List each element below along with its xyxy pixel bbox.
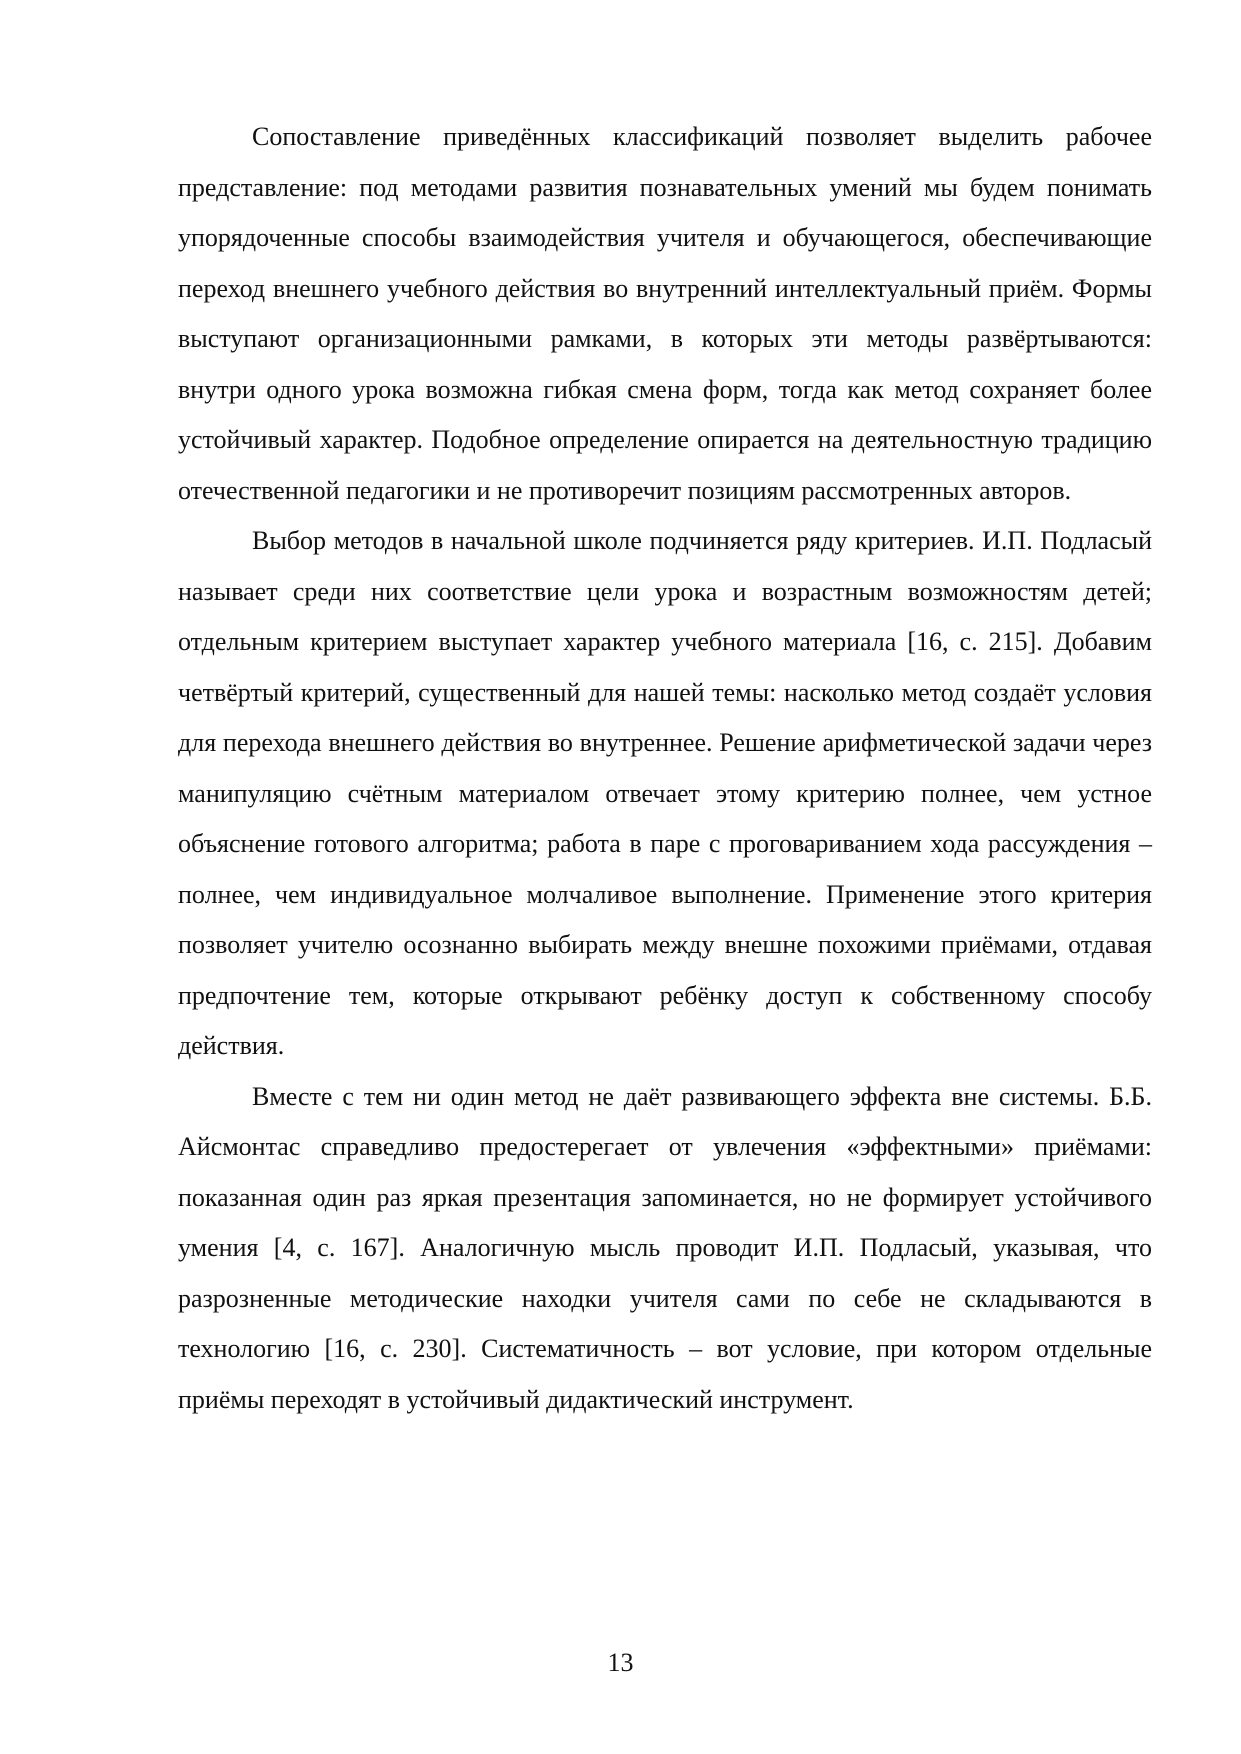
paragraph-1: Сопоставление приведённых классификаций позволяет выделить рабочее представление: под методами развития познавательных умений мы будем понимать упорядоченные способы взаимодействия учителя и обучающегося, обеспечивающие переход внешнего учебного действия во внутренний интеллектуальный приём. Формы выступают организационными рамками, в которых эти методы развёртываются: внутри одного урока возможна гибкая смена форм, тогда как метод сохраняет более устойчивый характер. Подобное определение опирается на деятельностную традицию отечественной педагогики и не противоречит позициям рассмотренных авторов.: [178, 122, 1152, 505]
document-body: [178, 112, 1152, 1425]
paragraph-2: Выбор методов в начальной школе подчиняется ряду критериев. И.П. Подласый называет среди них соответствие цели урока и возрастным возможностям детей; отдельным критерием выступает характер учебного материала [16, с. 215]. Добавим четвёртый критерий, существенный для нашей темы: насколько метод создаёт условия для перехода внешнего действия во внутреннее. Решение арифметической задачи через манипуляцию счётным материалом отвечает этому критерию полнее, чем устное объяснение готового алгоритма; работа в паре с проговариванием хода рассуждения – полнее, чем индивидуальное молчаливое выполнение. Применение этого критерия позволяет учителю осознанно выбирать между внешне похожими приёмами, отдавая предпочтение тем, которые открывают ребёнку доступ к собственному способу действия.: [178, 526, 1152, 1060]
paragraph-3: Вместе с тем ни один метод не даёт развивающего эффекта вне системы. Б.Б. Айсмонтас справедливо предостерегает от увлечения «эффектными» приёмами: показанная один раз яркая презентация запоминается, но не формирует устойчивого умения [4, с. 167]. Аналогичную мысль проводит И.П. Подласый, указывая, что разрозненные методические находки учителя сами по себе не складываются в технологию [16, с. 230]. Систематичность – вот условие, при котором отдельные приёмы переходят в устойчивый дидактический инструмент.: [178, 1081, 1152, 1414]
page-number: 13: [607, 1648, 634, 1677]
